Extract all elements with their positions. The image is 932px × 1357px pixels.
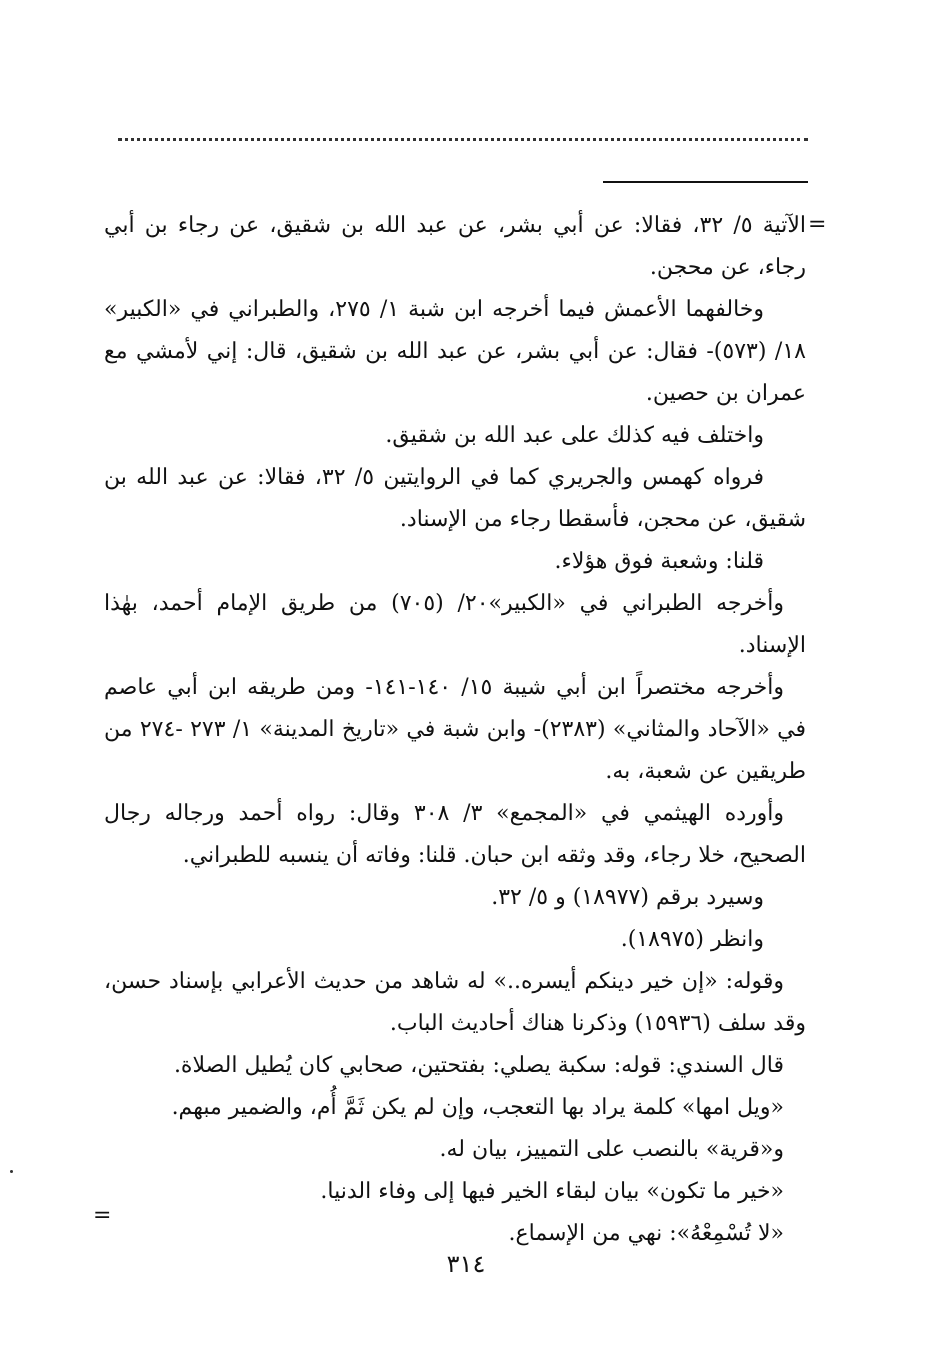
footnote-paragraph-12: قال السندي: قوله: سكبة يصلي: بفتحتين، صحابي كان يُطيل الصلاة. (173, 1053, 784, 1078)
footnote-paragraph-6: وأخرجه الطبراني في «الكبير»٢٠/ (٧٠٥) من طريق الإمام أحمد، بهٰذا الإسناد. (104, 591, 806, 658)
footnote-paragraph-10: وانظر (١٨٩٧٥). (620, 927, 764, 952)
footnote-paragraph-8: وأورده الهيثمي في «المجمع» ٣/ ٣٠٨ وقال: رواه أحمد ورجاله رجال الصحيح، خلا رجاء، وقد وثقه ابن حبان. قلنا: وفاته أن ينسبه للطبراني. (104, 801, 806, 868)
footnote-paragraph-7: وأخرجه مختصراً ابن أبي شيبة ١٥/ ١٤٠-١٤١- ومن طريقه ابن أبي عاصم في «الآحاد والمثاني» (٢٣٨٣)- وابن شبة في «تاريخ المدينة» ١/ ٢٧٣ -٢٧٤ من طريقين عن شعبة، به. (104, 675, 807, 784)
footnote-rule (603, 181, 808, 183)
footnote-paragraph-15: «خير ما تكون» بيان لبقاء الخير فيها إلى وفاء الدنيا. (320, 1179, 784, 1204)
footnote-paragraph-5: قلنا: وشعبة فوق هؤلاء. (554, 549, 764, 574)
continuation-mark-start: = (808, 212, 827, 237)
footnote-text (104, 205, 806, 1255)
footnote-paragraph-13: «ويل امها» كلمة يراد بها التعجب، وإن لم يكن ثَمَّ أُم، والضمير مبهم. (171, 1095, 784, 1120)
footnote-paragraph-9: وسيرد برقم (١٨٩٧٧) و ٥/ ٣٢. (491, 885, 764, 910)
dotted-separator (118, 138, 808, 141)
footnote-paragraph-1: الآتية ٥/ ٣٢، فقالا: عن أبي بشر، عن عبد الله بن شقيق، عن رجاء بن أبي رجاء، عن محجن. (104, 213, 806, 280)
footnote-paragraph-14: و«قرية» بالنصب على التمييز، بيان له. (439, 1137, 784, 1162)
scan-speck (10, 1170, 13, 1173)
footnote-paragraph-2: وخالفهما الأعمش فيما أخرجه ابن شبة ١/ ٢٧٥، والطبراني في «الكبير» ١٨/ (٥٧٣)- فقال: عن أبي بشر، عن عبد الله بن شقيق، قال: إني لأمشي مع عمران بن حصين. (104, 297, 806, 406)
page-number: ٣١٤ (446, 1250, 486, 1278)
footnote-paragraph-16: «لا تُسْمِعْهُ»: نهي من الإسماع. (508, 1221, 784, 1246)
footnote-paragraph-11: وقوله: «إن خير دينكم أيسره..» له شاهد من حديث الأعرابي بإسناد حسن، وقد سلف (١٥٩٣٦) وذكرنا هناك أحاديث الباب. (104, 969, 806, 1036)
continuation-mark-end: = (93, 1203, 112, 1228)
footnote-paragraph-3: واختلف فيه كذلك على عبد الله بن شقيق. (385, 423, 764, 448)
footnote-paragraph-4: فرواه كهمس والجريري كما في الروايتين ٥/ ٣٢، فقالا: عن عبد الله بن شقيق، عن محجن، فأسقطا رجاء من الإسناد. (104, 465, 806, 532)
